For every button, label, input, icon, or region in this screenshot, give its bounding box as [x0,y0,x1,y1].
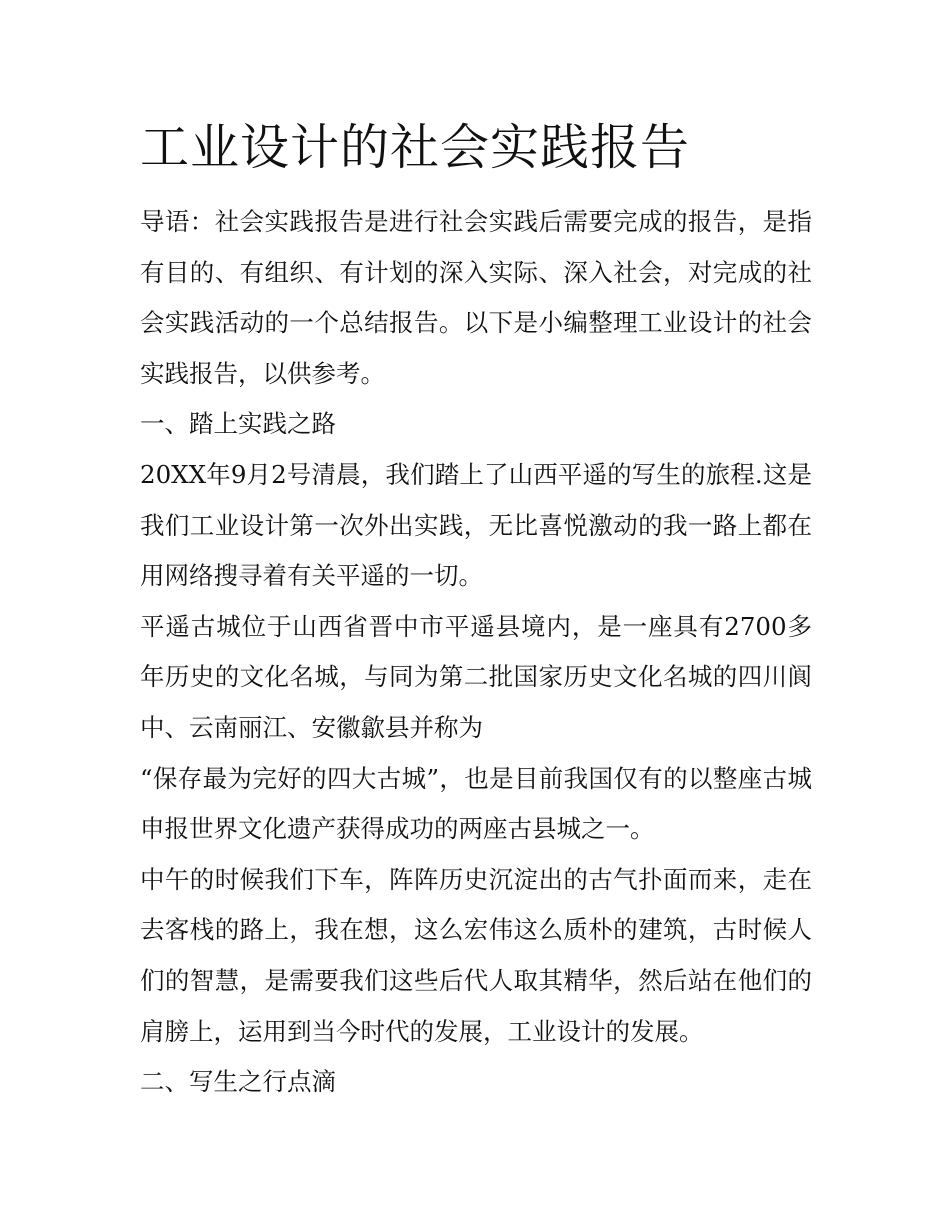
document-title: 工业设计的社会实践报告 [140,119,691,176]
section-heading-2: 二、写生之行点滴 [140,1067,336,1097]
paragraph-arrival: 中午的时候我们下车，阵阵历史沉淀出的古气扑面而来，走在去客栈的路上，我在想，这么宏伟这么质朴的建筑，古时候人们的智慧，是需要我们这些后代人取其精华，然后站在他们的肩膀上，运用到当今时代的发展，工业设计的发展。 [140,864,812,1046]
section-heading-1: 一、踏上实践之路 [140,409,336,439]
intro-paragraph: 导语：社会实践报告是进行社会实践后需要完成的报告，是指有目的、有组织、有计划的深入实际、深入社会，对完成的社会实践活动的一个总结报告。以下是小编整理工业设计的社会实践报告，以供参考。 [140,207,812,388]
paragraph-departure: 20XX年9月2号清晨，我们踏上了山西平遥的写生的旅程.这是我们工业设计第一次外出实践，无比喜悦激动的我一路上都在用网络搜寻着有关平遥的一切。 [140,459,812,591]
paragraph-pingyao-intro: 平遥古城位于山西省晋中市平遥县境内，是一座具有2700多年历史的文化名城，与同为第二批国家历史文化名城的四川阆中、云南丽江、安徽歙县并称为 [140,611,812,742]
paragraph-pingyao-heritage: “保存最为完好的四大古城”，也是目前我国仅有的以整座古城申报世界文化遗产获得成功的两座古县城之一。 [140,763,812,844]
document-body [140,197,812,1108]
